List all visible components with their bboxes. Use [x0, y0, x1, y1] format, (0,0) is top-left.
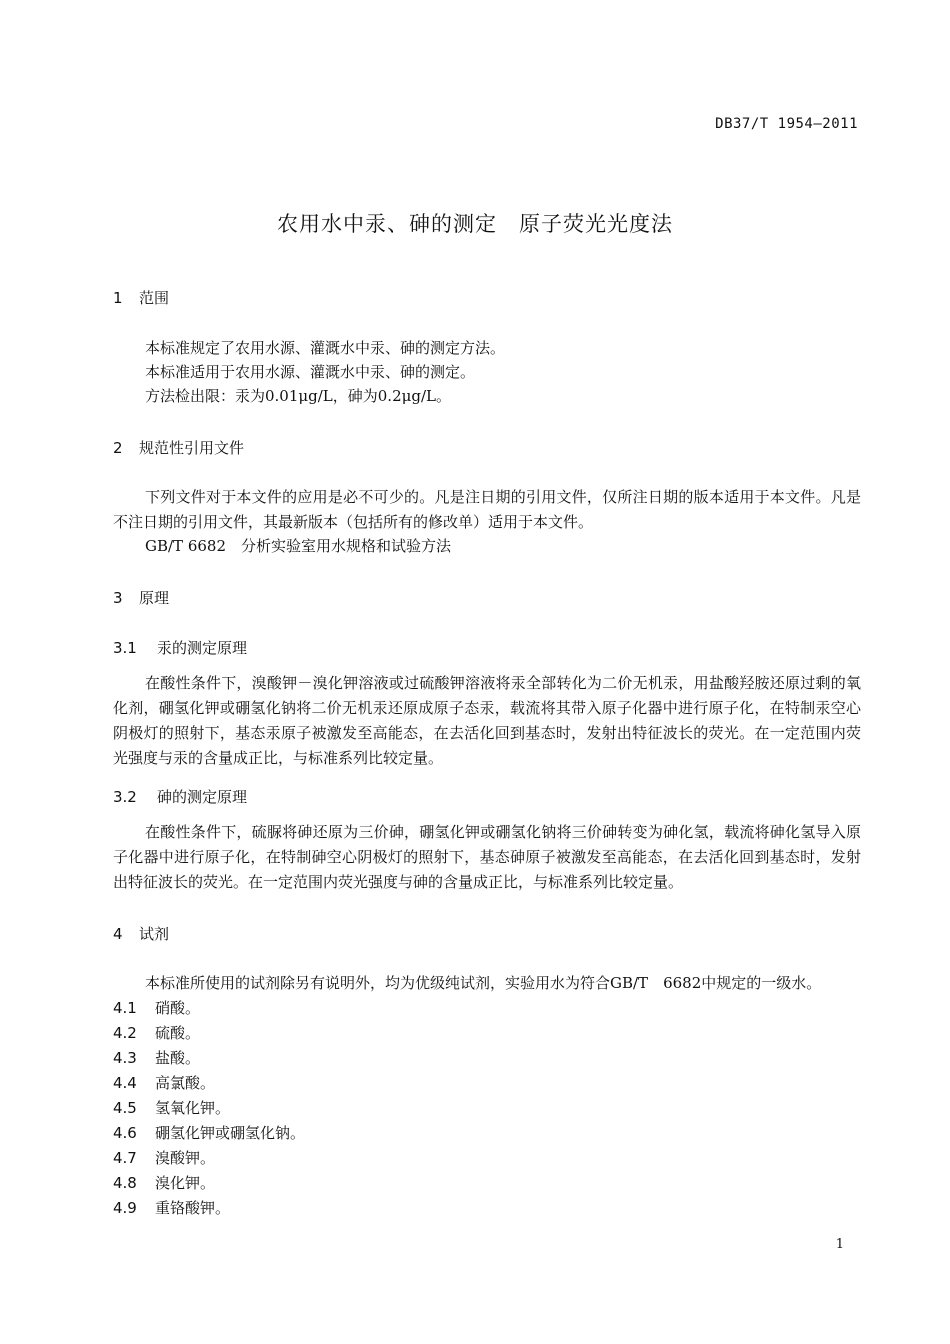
subsection-number: 3.2	[113, 788, 137, 806]
list-item	[113, 1172, 215, 1193]
section-number: 2	[113, 439, 123, 457]
item-text: 重铬酸钾。	[155, 1199, 231, 1217]
paragraph: 本标准适用于农用水源、灌溉水中汞、砷的测定。	[145, 363, 476, 381]
item-number: 4.8	[113, 1174, 137, 1192]
paragraph: 下列文件对于本文件的应用是必不可少的。凡是注日期的引用文件，仅所注日期的版本适用于本文件。凡是不注日期的引用文件，其最新版本（包括所有的修改单）适用于本文件。	[113, 488, 861, 531]
section-3-heading	[113, 587, 169, 608]
item-text: 硝酸。	[155, 999, 201, 1017]
paragraph: 本标准所使用的试剂除另有说明外，均为优级纯试剂，实验用水为符合GB/T 6682中规定的一级水。	[145, 974, 822, 992]
section-4-heading	[113, 923, 169, 944]
section-number: 1	[113, 289, 123, 307]
section-2-heading	[113, 437, 244, 458]
list-item	[113, 1047, 200, 1068]
section-title: 原理	[139, 589, 170, 607]
page-number: 1	[835, 1237, 844, 1252]
item-text: 溴化钾。	[155, 1174, 216, 1192]
item-number: 4.2	[113, 1024, 137, 1042]
item-text: 硫酸。	[155, 1024, 201, 1042]
item-text: 高氯酸。	[155, 1074, 216, 1092]
subsection-3-1-heading	[113, 637, 247, 658]
item-number: 4.9	[113, 1199, 137, 1217]
list-item	[113, 1197, 230, 1218]
paragraph: 在酸性条件下，硫脲将砷还原为三价砷，硼氢化钾或硼氢化钠将三价砷转变为砷化氢，载流将砷化氢导入原子化器中进行原子化，在特制砷空心阴极灯的照射下，基态砷原子被激发至高能态，在去活化回到基态时，发射出特征波长的荧光。在一定范围内荧光强度与砷的含量成正比，与标准系列比较定量。	[113, 823, 861, 891]
item-text: 盐酸。	[155, 1049, 201, 1067]
section-title: 试剂	[139, 925, 170, 943]
standard-code: DB37/T 1954—2011	[715, 116, 858, 132]
section-1-heading	[113, 287, 169, 308]
subsection-title: 砷的测定原理	[157, 788, 248, 806]
subsection-number: 3.1	[113, 639, 137, 657]
subsection-title: 汞的测定原理	[157, 639, 248, 657]
list-item	[113, 1147, 215, 1168]
item-number: 4.4	[113, 1074, 137, 1092]
list-item	[113, 997, 200, 1018]
item-text: 溴酸钾。	[155, 1149, 216, 1167]
reference-entry: GB/T 6682 分析实验室用水规格和试验方法	[145, 537, 452, 555]
section-number: 3	[113, 589, 123, 607]
document-title: 农用水中汞、砷的测定 原子荧光光度法	[277, 212, 673, 236]
section-title: 范围	[139, 289, 170, 307]
paragraph: 在酸性条件下，溴酸钾－溴化钾溶液或过硫酸钾溶液将汞全部转化为二价无机汞，用盐酸羟胺还原过剩的氧化剂，硼氢化钾或硼氢化钠将二价无机汞还原成原子态汞，载流将其带入原子化器中进行原子化，在特制汞空心阴极灯的照射下，基态汞原子被激发至高能态，在去活化回到基态时，发射出特征波长的荧光。在一定范围内荧光强度与汞的含量成正比，与标准系列比较定量。	[113, 674, 861, 767]
list-item	[113, 1122, 305, 1143]
item-number: 4.3	[113, 1049, 137, 1067]
section-number: 4	[113, 925, 123, 943]
section-title: 规范性引用文件	[139, 439, 245, 457]
list-item	[113, 1022, 200, 1043]
paragraph: 本标准规定了农用水源、灌溉水中汞、砷的测定方法。	[145, 339, 506, 357]
item-text: 硼氢化钾或硼氢化钠。	[155, 1124, 306, 1142]
item-number: 4.1	[113, 999, 137, 1017]
item-number: 4.5	[113, 1099, 137, 1117]
paragraph: 方法检出限：汞为0.01μg/L，砷为0.2μg/L。	[145, 387, 451, 405]
item-text: 氢氧化钾。	[155, 1099, 231, 1117]
item-number: 4.7	[113, 1149, 137, 1167]
subsection-3-2-heading	[113, 786, 247, 807]
list-item	[113, 1072, 215, 1093]
list-item	[113, 1097, 230, 1118]
item-number: 4.6	[113, 1124, 137, 1142]
